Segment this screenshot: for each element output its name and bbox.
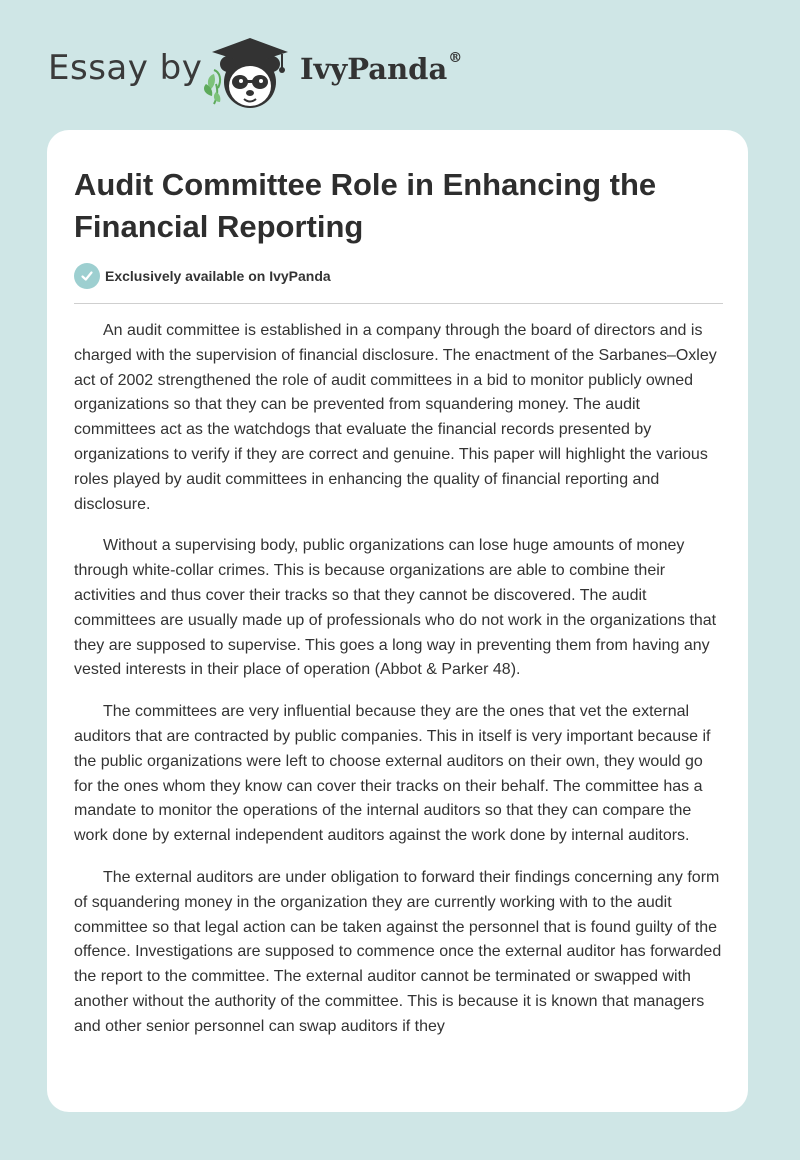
divider: [74, 303, 723, 304]
site-header: [48, 30, 768, 110]
essay-body: [74, 319, 724, 1079]
essay-card: [47, 130, 748, 1112]
exclusive-badge-label: Exclusively available on IvyPanda: [105, 268, 331, 284]
exclusive-badge: [74, 263, 331, 289]
brand-name[interactable]: [300, 52, 462, 86]
brand-label: IvyPanda: [300, 52, 448, 86]
paragraph: Without a supervising body, public organizations can lose huge amounts of money through white-collar crimes. This is because organizations are able to combine their activities and thus cover their tracks so that they cannot be discovered. The audit committees are usually made up of professionals who do not work in the organizations that they are supposed to supervise. This goes a long way in preventing them from having any vested interests in their place of operation (Abbot & Parker 48).: [74, 537, 717, 679]
paragraph: An audit committee is established in a company through the board of directors and is charged with the supervision of financial disclosure. The enactment of the Sarbanes–Oxley act of 2002 strengthened the role of audit committees in a bid to monitor publicly owned organizations so that they can be prevented from squandering money. The audit committees act as the watchdogs that evaluate the financial records presented by organizations to verify if they are correct and genuine. This paper will highlight the various roles played by audit committees in enhancing the quality of financial reporting and disclosure.: [74, 322, 717, 513]
check-icon: [74, 263, 100, 289]
paragraph: The committees are very influential because they are the ones that vet the external auditors that are contracted by public companies. This in itself is very important because if the public organizations were left to choose external auditors on their own, they would go for the ones whom they know can cover their tracks on their behalf. The committee has a mandate to monitor the operations of the internal auditors so that they can compare the work done by external independent auditors against the work done by internal auditors.: [74, 703, 711, 845]
panda-logo-icon[interactable]: [200, 32, 296, 112]
paragraph: The external auditors are under obligation to forward their findings concerning any form of squandering money in the organization they are currently working with to the audit committee so that legal action can be taken against the personnel that is found guilty of the offence. Investigations are supposed to commence once the external auditor has forwarded the report to the committee. The external auditor cannot be terminated or swapped with another without the authority of the committee. This is because it is known that managers and other senior personnel can swap auditors if they: [74, 868, 722, 1035]
essay-title: Audit Committee Role in Enhancing the Financial Reporting: [74, 167, 657, 244]
registered-mark: ®: [448, 50, 463, 66]
essay-by-label: Essay by: [48, 48, 203, 88]
